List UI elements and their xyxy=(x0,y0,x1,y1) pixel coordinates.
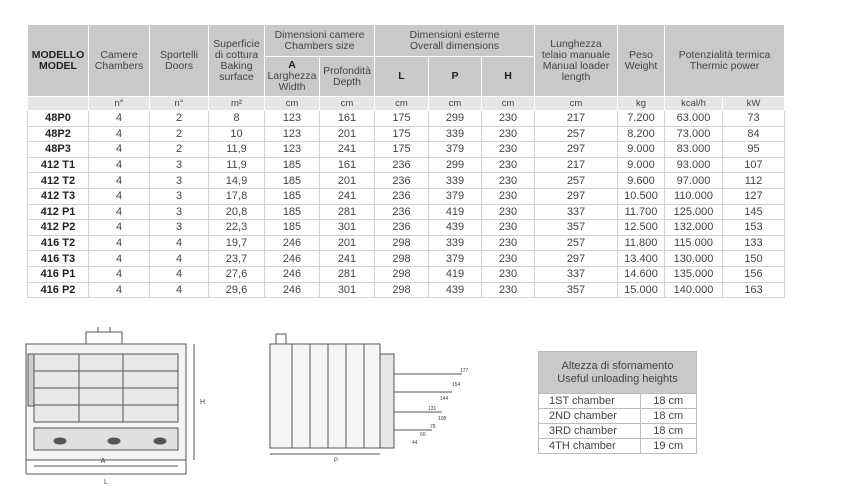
spec-table xyxy=(27,24,785,298)
header-power: Potenzialità termica Thermic power xyxy=(665,25,785,97)
side-dim: 154 xyxy=(452,382,461,388)
model-cell: 412 P1 xyxy=(28,204,89,220)
heights-row: 2ND chamber 18 cm xyxy=(539,409,697,424)
table-cell: 2 xyxy=(150,111,209,127)
header-chamber-dims: Dimensioni camere Chambers size xyxy=(265,25,375,57)
table-cell: 281 xyxy=(320,266,375,282)
table-cell: 201 xyxy=(320,126,375,142)
header-L: L xyxy=(375,57,429,97)
table-cell: 4 xyxy=(150,282,209,298)
table-cell: 11,9 xyxy=(209,157,265,173)
table-cell: 84 xyxy=(723,126,785,142)
table-cell: 110.000 xyxy=(665,188,723,204)
table-row xyxy=(28,188,785,204)
unit-cell: cm xyxy=(265,97,320,111)
header-model: MODELLO MODEL xyxy=(28,25,89,97)
table-cell: 175 xyxy=(375,142,429,158)
table-cell: 4 xyxy=(89,188,150,204)
table-cell: 4 xyxy=(89,157,150,173)
units-row xyxy=(28,97,785,111)
table-cell: 246 xyxy=(265,282,320,298)
table-cell: 217 xyxy=(535,157,618,173)
table-cell: 125.000 xyxy=(665,204,723,220)
header-depth: Profondità Depth xyxy=(320,57,375,97)
side-dim: 177 xyxy=(460,368,469,374)
table-cell: 12.500 xyxy=(618,220,665,236)
table-cell: 19,7 xyxy=(209,235,265,251)
table-cell: 185 xyxy=(265,157,320,173)
label-L: L xyxy=(104,479,108,486)
table-row xyxy=(28,282,785,298)
table-cell: 3 xyxy=(150,204,209,220)
table-cell: 299 xyxy=(429,157,482,173)
table-cell: 298 xyxy=(375,282,429,298)
model-cell: 412 T1 xyxy=(28,157,89,173)
table-cell: 14,9 xyxy=(209,173,265,189)
table-cell: 14.600 xyxy=(618,266,665,282)
side-dim: 60 xyxy=(420,432,426,438)
table-cell: 161 xyxy=(320,111,375,127)
table-cell: 246 xyxy=(265,235,320,251)
table-row xyxy=(28,220,785,236)
table-row xyxy=(28,142,785,158)
unit-cell: n° xyxy=(150,97,209,111)
table-cell: 339 xyxy=(429,126,482,142)
table-row xyxy=(28,111,785,127)
table-cell: 246 xyxy=(265,266,320,282)
header-weight: Peso Weight xyxy=(618,25,665,97)
table-cell: 236 xyxy=(375,157,429,173)
table-cell: 357 xyxy=(535,282,618,298)
table-row xyxy=(28,204,785,220)
table-cell: 93.000 xyxy=(665,157,723,173)
table-cell: 123 xyxy=(265,126,320,142)
table-cell: 230 xyxy=(482,142,535,158)
table-cell: 127 xyxy=(723,188,785,204)
table-cell: 230 xyxy=(482,235,535,251)
header-loader-length: Lunghezza telaio manuale Manual loader length xyxy=(535,25,618,97)
table-cell: 439 xyxy=(429,220,482,236)
unit-cell: cm xyxy=(482,97,535,111)
table-cell: 4 xyxy=(89,173,150,189)
table-cell: 4 xyxy=(150,251,209,267)
table-cell: 2 xyxy=(150,142,209,158)
table-cell: 301 xyxy=(320,282,375,298)
table-cell: 246 xyxy=(265,251,320,267)
table-cell: 123 xyxy=(265,142,320,158)
table-row xyxy=(28,266,785,282)
heights-row: 4TH chamber 19 cm xyxy=(539,439,697,454)
table-cell: 10.500 xyxy=(618,188,665,204)
table-cell: 153 xyxy=(723,220,785,236)
table-cell: 339 xyxy=(429,173,482,189)
table-cell: 297 xyxy=(535,142,618,158)
table-cell: 419 xyxy=(429,266,482,282)
model-cell: 416 P1 xyxy=(28,266,89,282)
table-row xyxy=(28,173,785,189)
model-cell: 416 P2 xyxy=(28,282,89,298)
table-cell: 27,6 xyxy=(209,266,265,282)
table-cell: 230 xyxy=(482,220,535,236)
table-cell: 299 xyxy=(429,111,482,127)
table-cell: 23,7 xyxy=(209,251,265,267)
header-width: A Larghezza Width xyxy=(265,57,320,97)
model-cell: 48P3 xyxy=(28,142,89,158)
table-cell: 11.800 xyxy=(618,235,665,251)
table-cell: 230 xyxy=(482,157,535,173)
side-view-drawing xyxy=(262,326,482,466)
table-cell: 13.400 xyxy=(618,251,665,267)
table-cell: 3 xyxy=(150,173,209,189)
table-cell: 4 xyxy=(89,204,150,220)
table-cell: 257 xyxy=(535,235,618,251)
header-external-dims: Dimensioni esterne Overall dimensions xyxy=(375,25,535,57)
table-cell: 257 xyxy=(535,173,618,189)
side-dim: 108 xyxy=(438,416,447,422)
unit-cell: m² xyxy=(209,97,265,111)
table-cell: 10 xyxy=(209,126,265,142)
table-cell: 9.600 xyxy=(618,173,665,189)
table-cell: 63.000 xyxy=(665,111,723,127)
table-cell: 4 xyxy=(89,266,150,282)
unit-cell: kg xyxy=(618,97,665,111)
model-cell: 416 T3 xyxy=(28,251,89,267)
unit-cell: cm xyxy=(429,97,482,111)
side-dim: 44 xyxy=(412,440,418,446)
table-cell: 4 xyxy=(89,251,150,267)
unit-cell: cm xyxy=(535,97,618,111)
table-cell: 301 xyxy=(320,220,375,236)
table-cell: 236 xyxy=(375,188,429,204)
side-dim: 131 xyxy=(428,406,437,412)
table-cell: 4 xyxy=(89,235,150,251)
unit-cell: cm xyxy=(375,97,429,111)
table-cell: 115.000 xyxy=(665,235,723,251)
table-cell: 4 xyxy=(89,220,150,236)
table-cell: 439 xyxy=(429,282,482,298)
table-cell: 130.000 xyxy=(665,251,723,267)
table-row xyxy=(28,157,785,173)
table-cell: 241 xyxy=(320,188,375,204)
table-cell: 8.200 xyxy=(618,126,665,142)
table-cell: 357 xyxy=(535,220,618,236)
table-cell: 4 xyxy=(150,266,209,282)
table-cell: 230 xyxy=(482,126,535,142)
table-cell: 241 xyxy=(320,142,375,158)
table-cell: 107 xyxy=(723,157,785,173)
table-cell: 230 xyxy=(482,204,535,220)
table-cell: 419 xyxy=(429,204,482,220)
unit-cell: kcal/h xyxy=(665,97,723,111)
unit-cell: kW xyxy=(723,97,785,111)
table-cell: 175 xyxy=(375,111,429,127)
table-cell: 298 xyxy=(375,266,429,282)
heights-title: Altezza di sfornamento Useful unloading heights xyxy=(539,352,697,394)
table-cell: 4 xyxy=(89,142,150,158)
table-cell: 3 xyxy=(150,157,209,173)
side-dim: 144 xyxy=(440,396,449,402)
table-cell: 8 xyxy=(209,111,265,127)
model-cell: 48P2 xyxy=(28,126,89,142)
table-cell: 241 xyxy=(320,251,375,267)
table-cell: 4 xyxy=(89,111,150,127)
table-cell: 379 xyxy=(429,251,482,267)
table-cell: 4 xyxy=(89,126,150,142)
table-cell: 337 xyxy=(535,266,618,282)
table-cell: 163 xyxy=(723,282,785,298)
table-cell: 185 xyxy=(265,204,320,220)
table-cell: 217 xyxy=(535,111,618,127)
table-cell: 112 xyxy=(723,173,785,189)
table-cell: 3 xyxy=(150,188,209,204)
label-H: H xyxy=(200,399,206,406)
table-cell: 150 xyxy=(723,251,785,267)
model-cell: 48P0 xyxy=(28,111,89,127)
table-cell: 9.000 xyxy=(618,157,665,173)
table-cell: 97.000 xyxy=(665,173,723,189)
table-cell: 73 xyxy=(723,111,785,127)
table-cell: 379 xyxy=(429,142,482,158)
table-cell: 4 xyxy=(150,235,209,251)
side-dim: 78 xyxy=(430,424,436,430)
table-cell: 185 xyxy=(265,220,320,236)
table-cell: 297 xyxy=(535,251,618,267)
table-cell: 379 xyxy=(429,188,482,204)
header-baking-surface: Superficie di cottura Baking surface xyxy=(209,25,265,97)
table-cell: 185 xyxy=(265,188,320,204)
table-cell: 73.000 xyxy=(665,126,723,142)
unit-cell: n° xyxy=(89,97,150,111)
table-cell: 2 xyxy=(150,126,209,142)
table-cell: 281 xyxy=(320,204,375,220)
table-cell: 297 xyxy=(535,188,618,204)
model-cell: 412 T3 xyxy=(28,188,89,204)
label-P: P xyxy=(334,458,339,464)
table-cell: 4 xyxy=(89,282,150,298)
label-A: A xyxy=(100,458,106,465)
table-cell: 236 xyxy=(375,204,429,220)
table-cell: 132.000 xyxy=(665,220,723,236)
header-P: P xyxy=(429,57,482,97)
front-view-drawing xyxy=(18,324,218,489)
table-cell: 7.200 xyxy=(618,111,665,127)
table-cell: 29,6 xyxy=(209,282,265,298)
table-cell: 230 xyxy=(482,188,535,204)
table-row xyxy=(28,126,785,142)
table-row xyxy=(28,235,785,251)
model-cell: 412 T2 xyxy=(28,173,89,189)
table-cell: 185 xyxy=(265,173,320,189)
unit-cell: cm xyxy=(320,97,375,111)
table-cell: 339 xyxy=(429,235,482,251)
table-cell: 140.000 xyxy=(665,282,723,298)
table-cell: 15.000 xyxy=(618,282,665,298)
table-cell: 145 xyxy=(723,204,785,220)
heights-row: 3RD chamber 18 cm xyxy=(539,424,697,439)
table-cell: 156 xyxy=(723,266,785,282)
table-cell: 11.700 xyxy=(618,204,665,220)
table-cell: 95 xyxy=(723,142,785,158)
table-cell: 3 xyxy=(150,220,209,236)
table-cell: 230 xyxy=(482,173,535,189)
table-cell: 230 xyxy=(482,251,535,267)
table-cell: 257 xyxy=(535,126,618,142)
table-cell: 22,3 xyxy=(209,220,265,236)
header-doors: Sportelli Doors xyxy=(150,25,209,97)
heights-row: 1ST chamber 18 cm xyxy=(539,394,697,409)
model-cell: 416 T2 xyxy=(28,235,89,251)
table-cell: 236 xyxy=(375,220,429,236)
table-cell: 17,8 xyxy=(209,188,265,204)
table-cell: 230 xyxy=(482,111,535,127)
table-cell: 201 xyxy=(320,173,375,189)
table-row xyxy=(28,251,785,267)
table-cell: 201 xyxy=(320,235,375,251)
table-cell: 83.000 xyxy=(665,142,723,158)
table-cell: 9.000 xyxy=(618,142,665,158)
table-cell: 236 xyxy=(375,173,429,189)
model-cell: 412 P2 xyxy=(28,220,89,236)
table-cell: 20,8 xyxy=(209,204,265,220)
table-cell: 161 xyxy=(320,157,375,173)
table-cell: 11,9 xyxy=(209,142,265,158)
table-cell: 337 xyxy=(535,204,618,220)
header-chambers: Camere Chambers xyxy=(89,25,150,97)
header-H: H xyxy=(482,57,535,97)
table-cell: 298 xyxy=(375,235,429,251)
table-cell: 175 xyxy=(375,126,429,142)
table-cell: 133 xyxy=(723,235,785,251)
table-cell: 135.000 xyxy=(665,266,723,282)
unloading-heights-table xyxy=(538,351,697,454)
table-cell: 230 xyxy=(482,282,535,298)
table-cell: 123 xyxy=(265,111,320,127)
table-cell: 230 xyxy=(482,266,535,282)
table-cell: 298 xyxy=(375,251,429,267)
